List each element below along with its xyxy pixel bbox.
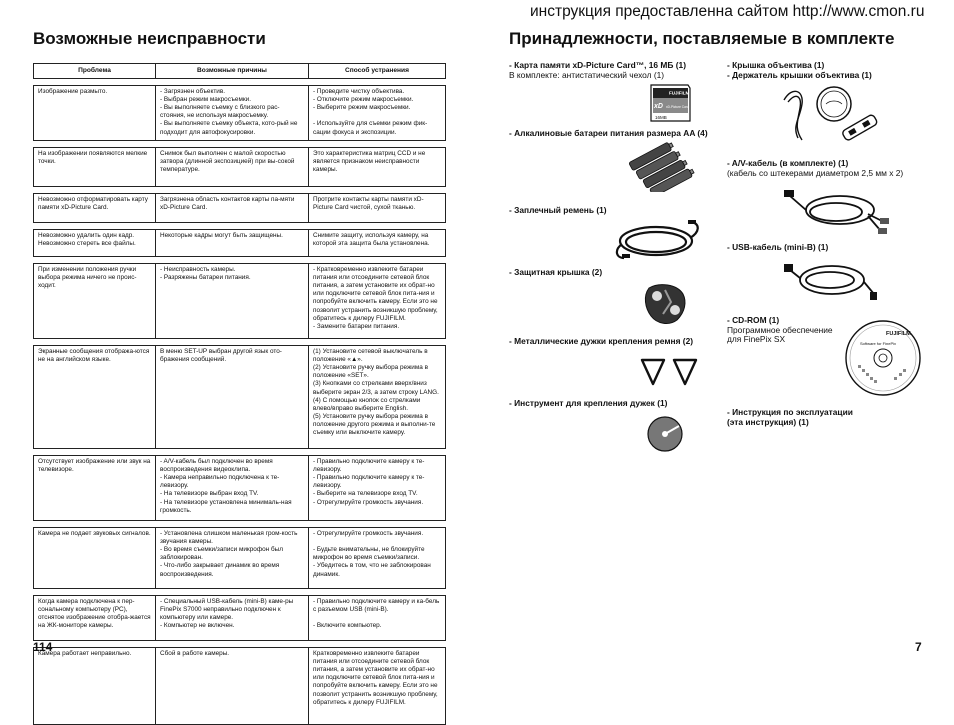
- remedy-cell: [309, 264, 446, 339]
- table-row-spacer: [34, 589, 446, 596]
- cdrom-disc-text: Software for FinePix: [860, 341, 897, 346]
- table-row-spacer: [34, 257, 446, 264]
- item-batteries: [509, 129, 708, 139]
- spacer-cell: [34, 449, 446, 456]
- xd-card-size: 16MB: [655, 115, 667, 120]
- lens-cap-image: [778, 82, 888, 148]
- remedy-cell: [309, 346, 446, 449]
- header-remedy: Способ устранения: [309, 64, 446, 79]
- table-row: [34, 456, 446, 521]
- remedy-cell-line: - Убедитесь в том, что не заблокирован динамик.: [313, 562, 431, 578]
- item-strap: [509, 206, 607, 216]
- causes-cell-line: - Камера неправильно подключена к те-левизору.: [160, 474, 280, 490]
- remedy-cell-line: - Выберите режим макросъемки.: [313, 104, 411, 112]
- xd-card-type: xD-Picture Card: [666, 105, 689, 109]
- remedy-cell: [309, 596, 446, 641]
- causes-cell: [156, 148, 309, 187]
- problem-cell: Невозможно отформатировать карту памяти xD-Picture Card.: [34, 194, 156, 223]
- spacer-cell: [34, 141, 446, 148]
- remedy-cell-line: - Проведите чистку объектива.: [313, 88, 405, 96]
- remedy-cell-line: - Включите компьютер.: [313, 622, 382, 630]
- cdrom-note-1: Программное обеспечение: [727, 324, 833, 335]
- rings-image: [638, 356, 700, 388]
- rings-label: - Металлические дужки крепления ремня (2): [509, 336, 694, 346]
- xd-card-brand: FUJIFILM: [669, 90, 690, 96]
- right-page-title: Принадлежности, поставляемые в комплекте: [509, 29, 895, 48]
- troubleshooting-table: [33, 63, 446, 725]
- table-row-spacer: [34, 449, 446, 456]
- item-manual: [727, 408, 853, 427]
- right-page-number: 7: [915, 640, 922, 654]
- causes-cell-line: - Вы выполняете съемку объекта, кото-рый не подходит для автофокусировки.: [160, 120, 298, 136]
- av-cable-image: [780, 186, 892, 236]
- cdrom-brand: FUJIFILM: [886, 331, 911, 337]
- remedy-cell-line: (4) С помощью кнопок со стрелками влево/вправо выберите English.: [313, 396, 421, 412]
- causes-cell-line: - Во время съемки/записи микрофон был заблокирован.: [160, 546, 283, 562]
- remedy-cell-line: - Используйте для съемки режим фик-сации фокуса и экспозиции.: [313, 120, 428, 136]
- table-row: [34, 528, 446, 589]
- cdrom-label: - CD-ROM (1): [727, 315, 780, 325]
- svg-text:xD: xD: [654, 103, 663, 110]
- remedy-cell: [309, 230, 446, 257]
- xd-card-image: [648, 83, 692, 123]
- causes-cell-line: - Что-либо закрывает динамик во время воспроизведения.: [160, 562, 280, 578]
- spacer-cell: [34, 223, 446, 230]
- remedy-cell-line: - Выберите на телевизоре вход TV.: [313, 490, 418, 498]
- cdrom-image: [844, 319, 922, 397]
- header-problem: Проблема: [34, 64, 156, 79]
- causes-cell-line: - Неисправность камеры.: [160, 266, 236, 274]
- causes-cell-line: - На телевизоре установлена минималь-ная громкость.: [160, 498, 292, 514]
- problem-cell: Когда камера подключена к пер-сональному компьютеру (PC), отснятое изображение отобра-жается на ЖК-мониторе камеры.: [34, 596, 156, 641]
- av-cable-label: - A/V-кабель (в комплекте) (1): [727, 158, 849, 168]
- remedy-cell: [309, 456, 446, 521]
- left-page-number: 114: [33, 640, 53, 654]
- causes-cell: [156, 194, 309, 223]
- problem-cell: Камера не подает звуковых сигналов.: [34, 528, 156, 589]
- problem-cell: Камера работает неправильно.: [34, 648, 156, 725]
- causes-cell: [156, 346, 309, 449]
- header-causes: Возможные причины: [156, 64, 309, 79]
- spacer-cell: [34, 641, 446, 648]
- causes-cell-line: - Установлена слишком маленькая гром-кость звучания камеры.: [160, 530, 298, 546]
- cdrom-note-2: для FinePix SX: [727, 334, 786, 345]
- causes-cell: [156, 596, 309, 641]
- item-av-cable: [727, 159, 903, 178]
- causes-cell-line: Снимок был выполнен с малой скоростью затвора (длинной экспозицией) при вы-сокой температуре.: [160, 150, 295, 174]
- tool-image: [645, 412, 685, 456]
- causes-cell-line: - Вы выполняете съемку с близкого рас-стояния, не используя макросъемку.: [160, 104, 280, 120]
- remedy-cell-line: (1) Установите сетевой выключатель в положение «▲».: [313, 348, 428, 364]
- spacer-cell: [34, 187, 446, 194]
- remedy-cell: [309, 86, 446, 141]
- table-row-spacer: [34, 187, 446, 194]
- table-row: [34, 86, 446, 141]
- table-row-spacer: [34, 223, 446, 230]
- table-row: [34, 648, 446, 725]
- remedy-cell-line: Это характеристика матриц CCD и не является признаком неисправности камеры.: [313, 150, 426, 174]
- remedy-cell: [309, 148, 446, 187]
- remedy-cell-line: (5) Установите ручку выбора режима в положение другого режима и выполни-те съемку или выключите камеру.: [313, 412, 436, 437]
- item-cdrom: [727, 316, 833, 345]
- remedy-cell-line: (2) Установите ручку выбора режима в положение «SET».: [313, 364, 428, 380]
- usb-cable-label: - USB-кабель (mini-B) (1): [727, 242, 829, 252]
- problem-cell: Невозможно удалить один кадр. Невозможно стереть все файлы.: [34, 230, 156, 257]
- remedy-cell-line: Снимите защиту, используя камеру, на которой эта защита была установлена.: [313, 232, 430, 248]
- table-row-spacer: [34, 641, 446, 648]
- problem-cell: При изменении положения ручки выбора режима ничего не проис-ходит.: [34, 264, 156, 339]
- cap-holder-label: - Держатель крышки объектива (1): [727, 69, 872, 80]
- table-header-row: [34, 64, 446, 79]
- tool-label: - Инструмент для крепления дужек (1): [509, 398, 668, 408]
- remedy-cell-line: - Замените батареи питания.: [313, 322, 400, 330]
- remedy-cell-line: - Кратковременно извлеките батареи питания или отсоедините сетевой блок питания, а затем установите их обрат-но или подключите сетевой блок пита-ния и попробуйте включить камеру. Если это не позволит устранить возникшую проблему, обратитесь к дилеру FUJIFILM.: [313, 266, 438, 322]
- causes-cell: [156, 648, 309, 725]
- causes-cell-line: - Выбран режим макросъемки.: [160, 96, 252, 104]
- spacer-cell: [34, 79, 446, 86]
- remedy-cell-line: - Отрегулируйте громкость звучания.: [313, 498, 424, 506]
- remedy-cell-line: - Отключите режим макросъемки.: [313, 96, 414, 104]
- remedy-cell-line: [313, 614, 441, 622]
- causes-cell-line: Загрязнена область контактов карты па-мяти xD-Picture Card.: [160, 196, 295, 212]
- spacer-cell: [34, 339, 446, 346]
- spacer-cell: [34, 589, 446, 596]
- table-row-spacer: [34, 339, 446, 346]
- item-usb-cable: [727, 243, 828, 253]
- watermark-text: инструкция предоставленна сайтом http://www.cmon.ru: [530, 3, 925, 20]
- causes-cell: [156, 264, 309, 339]
- table-row: [34, 194, 446, 223]
- av-cable-note: (кабель со штекерами диаметром 2,5 мм x 2): [727, 167, 904, 178]
- table-row-spacer: [34, 141, 446, 148]
- item-lens-cap: [727, 61, 872, 80]
- xd-card-note: В комплекте: антистатический чехол (1): [509, 69, 665, 80]
- problem-cell: Отсутствует изображение или звук на телевизоре.: [34, 456, 156, 521]
- table-body: [34, 79, 446, 725]
- manual-label-1: - Инструкция по эксплуатации: [727, 407, 853, 417]
- spacer-cell: [34, 257, 446, 264]
- table-row: [34, 148, 446, 187]
- lens-cap-label: - Крышка объектива (1): [727, 60, 825, 70]
- remedy-cell-line: - Правильно подключите камеру к те-левизору.: [313, 474, 425, 490]
- remedy-cell: [309, 528, 446, 589]
- remedy-cell-line: - Будьте внимательны, не блокируйте микрофон во время съемки/записи.: [313, 546, 425, 562]
- causes-cell-line: В меню SET-UP выбран другой язык ото-бражения сообщений.: [160, 348, 282, 364]
- table-row-spacer: [34, 521, 446, 528]
- causes-cell-line: - Компьютер не включен.: [160, 622, 235, 630]
- problem-cell: Изображение размыто.: [34, 86, 156, 141]
- causes-cell: [156, 86, 309, 141]
- remedy-cell-line: - Отрегулируйте громкость звучания.: [313, 530, 424, 538]
- table-row: [34, 596, 446, 641]
- remedy-cell-line: (3) Кнопками со стрелками вверх/вниз выберите экран 2/3, а затем строку LANG.: [313, 380, 439, 396]
- item-tool: [509, 399, 667, 409]
- strap-label: - Заплечный ремень (1): [509, 205, 607, 215]
- remedy-cell: [309, 648, 446, 725]
- xd-card-label: - Карта памяти xD-Picture Card™, 16 МБ (1): [509, 60, 686, 70]
- batteries-image: [626, 140, 696, 192]
- usb-cable-image: [782, 256, 878, 302]
- item-cover: [509, 268, 602, 278]
- problem-cell: На изображении появляются мелкие точки.: [34, 148, 156, 187]
- causes-cell: [156, 528, 309, 589]
- causes-cell: [156, 456, 309, 521]
- strap-image: [608, 214, 704, 264]
- cover-image: [641, 280, 691, 328]
- cover-label: - Защитная крышка (2): [509, 267, 603, 277]
- remedy-cell-line: Протрите контакты карты памяти xD-Picture Card чистой, сухой тканью.: [313, 196, 424, 212]
- causes-cell-line: Некоторые кадры могут быть защищены.: [160, 232, 283, 240]
- causes-cell-line: - На телевизоре выбран вход TV.: [160, 490, 259, 498]
- table-row: [34, 346, 446, 449]
- spacer-cell: [34, 521, 446, 528]
- causes-cell-line: - Загрязнен объектив.: [160, 88, 225, 96]
- manual-label-2: (эта инструкция) (1): [727, 416, 809, 427]
- remedy-cell-line: - Правильно подключите камеру и ка-бель с разъемом USB (mini-B).: [313, 598, 440, 614]
- problem-cell: Экранные сообщения отобража-ются не на английском языке.: [34, 346, 156, 449]
- causes-cell-line: - A/V-кабель был подключен во время воспроизведения видеоклипа.: [160, 458, 273, 474]
- table-row-spacer: [34, 79, 446, 86]
- causes-cell-line: Сбой в работе камеры.: [160, 650, 230, 658]
- table-row: [34, 230, 446, 257]
- causes-cell: [156, 230, 309, 257]
- causes-cell-line: - Разряжены батареи питания.: [160, 274, 251, 282]
- table-row: [34, 264, 446, 339]
- item-xd-card: [509, 61, 686, 80]
- item-rings: [509, 337, 693, 347]
- remedy-cell: [309, 194, 446, 223]
- remedy-cell-line: Кратковременно извлеките батареи питания или отсоедините сетевой блок питания, а затем установите их обрат-но или подключите сетевой блок пита-ния и попробуйте включить камеру. Если это не позволит устранить возникшую проблему, обратитесь к дилеру FUJIFILM.: [313, 650, 438, 706]
- batteries-label: - Алкалиновые батареи питания размера AA (4): [509, 128, 708, 138]
- causes-cell-line: - Специальный USB-кабель (mini-B) каме-ры FinePix S7000 неправильно подключен к компьютеру или камере.: [160, 598, 294, 622]
- remedy-cell-line: - Правильно подключите камеру к те-левизору.: [313, 458, 425, 474]
- left-page-title: Возможные неисправности: [33, 29, 266, 48]
